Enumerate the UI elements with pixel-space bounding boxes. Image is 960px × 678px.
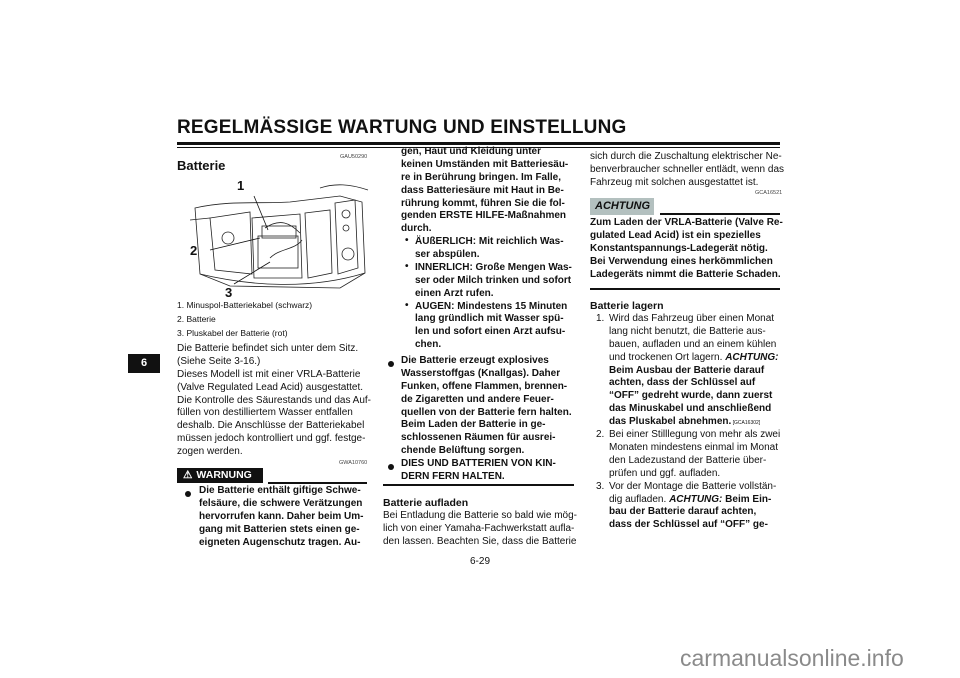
charge-paragraph [383, 510, 577, 549]
text-line: eigneten Augenschutz tragen. Au- [199, 536, 361, 548]
text-segment: ACHTUNG: [725, 351, 779, 363]
warning-label: WARNUNG [196, 469, 252, 481]
text-line: ser abspülen. [415, 248, 480, 260]
title-rule-thick [177, 142, 780, 145]
step-text [609, 313, 779, 429]
text-line: ser oder Milch trinken und sofort [415, 274, 572, 286]
text-segment: und trockenen Ort lagern. [609, 351, 726, 363]
text-line: Beim Laden der Batterie in ge- [401, 419, 546, 431]
warning-rule [268, 482, 367, 484]
first-aid-item [415, 236, 564, 262]
text-line: benverbraucher schneller entlädt, wenn das [590, 163, 785, 175]
text-line [609, 365, 779, 378]
text-segment: Monaten mindestens einmal im Monat [609, 441, 778, 453]
text-segment: Vor der Montage die Batterie vollstän- [609, 480, 777, 492]
notice-code: GCA16521 [755, 190, 783, 196]
text-line: chen. [415, 339, 442, 351]
text-line: Konstantspannungs-Ladegerät nötig. [590, 242, 768, 254]
text-segment: [GCA16302] [731, 420, 761, 427]
warning-triangle-icon: ⚠ [183, 469, 193, 481]
text-segment: dig aufladen. [609, 493, 670, 505]
text-line: len und sofort einen Arzt aufsu- [415, 326, 566, 338]
notice-rule [660, 213, 780, 215]
text-segment: Beim Ein- [722, 493, 772, 505]
text-segment: lang nicht benutzt, die Batterie aus- [609, 325, 766, 337]
storage-heading: Batterie lagern [590, 300, 664, 312]
notice-end-rule [590, 288, 780, 290]
warning-bullet-2 [401, 355, 572, 458]
step-text [609, 481, 776, 533]
text-line [609, 442, 780, 455]
text-line: Bei Verwendung eines herkömmlichen [590, 255, 773, 267]
page-title: REGELMÄSSIGE WARTUNG UND EINSTELLUNG [177, 117, 627, 138]
text-line: gulated Lead Acid) ist ein spezielles [590, 229, 761, 241]
callout-3: 3 [225, 285, 233, 300]
text-line: AUGEN: Mindestens 15 Minuten [415, 300, 568, 312]
warning-badge [177, 468, 263, 483]
text-line: Die Kontrolle des Säurestands und das Auf- [177, 394, 372, 406]
text-line: Die Batterie befindet sich unter dem Sitz. [177, 343, 359, 354]
text-line: Bei Entladung die Batterie so bald wie mög- [383, 510, 578, 521]
text-line [609, 377, 779, 390]
watermark: carmanualsonline.info [680, 645, 904, 671]
warning-continuation [401, 146, 568, 236]
text-segment: den Ladezustand der Batterie über- [609, 454, 767, 466]
text-line: ÄUßERLICH: Mit reichlich Was- [415, 236, 564, 247]
text-line [609, 429, 780, 442]
text-line: rührung kommt, führen Sie die fol- [401, 197, 565, 209]
callout-1: 1 [237, 178, 245, 193]
text-line: lang gründlich mit Wasser spü- [415, 313, 564, 325]
text-line: felsäure, die schwere Verätzungen [199, 497, 363, 509]
text-segment: Bei einer Stilllegung von mehr als zwei [609, 429, 781, 441]
text-line: Zum Laden der VRLA-Batterie (Valve Re- [590, 217, 783, 228]
text-line [609, 468, 780, 481]
text-line: DERN FERN HALTEN. [401, 470, 505, 482]
text-line [609, 339, 779, 352]
section-heading: Batterie [177, 158, 226, 173]
text-line [609, 326, 779, 339]
intro-paragraph [177, 343, 371, 459]
text-line: chende Belüftung sorgen. [401, 445, 525, 457]
text-line: Funken, offene Flammen, brennen- [401, 380, 568, 392]
step-text [609, 429, 780, 481]
text-line: Die Batterie enthält giftige Schwe- [199, 485, 361, 496]
text-line: zogen werden. [177, 446, 243, 458]
text-segment: dass der Schlüssel auf “OFF” ge- [609, 519, 768, 531]
text-line: re in Berührung bringen. Im Falle, [401, 171, 562, 183]
notice-badge: ACHTUNG [590, 198, 654, 215]
text-line: schlossenen Räumen für ausrei- [401, 432, 556, 444]
sub-bullet-icon: • [405, 235, 409, 246]
battery-diagram-illustration [190, 178, 370, 300]
text-line: Dieses Modell ist mit einer VRLA-Batterie [177, 368, 361, 380]
text-line: dass Batteriesäure mit Haut in Be- [401, 184, 564, 196]
text-line: DIES UND BATTERIEN VON KIN- [401, 458, 556, 469]
charge-continuation [590, 151, 784, 190]
text-line: den lassen. Beachten Sie, dass die Batterie [383, 535, 577, 547]
text-segment: prüfen und ggf. aufladen. [609, 467, 721, 479]
page-number: 6-29 [469, 556, 490, 567]
text-line: einen Arzt rufen. [415, 287, 494, 299]
text-line: keinen Umständen mit Batteriesäu- [401, 158, 569, 170]
text-line [609, 481, 776, 494]
text-line [609, 352, 779, 365]
text-line: (Siehe Seite 3-16.) [177, 355, 261, 367]
text-segment: bauen, aufladen und an einem kühlen [609, 338, 777, 350]
text-line: Die Batterie erzeugt explosives [401, 355, 549, 366]
sub-bullet-icon: • [405, 299, 409, 311]
text-line: Ladegeräts nimmt die Batterie Schaden. [590, 268, 781, 280]
text-segment: Wird das Fahrzeug über einen Monat [609, 313, 775, 324]
bullet-icon [388, 361, 394, 367]
bullet-icon [185, 491, 191, 497]
warning-bullet-3 [401, 458, 556, 484]
text-line: deshalb. Die Anschlüsse der Batteriekabel [177, 420, 365, 432]
text-segment: das Pluskabel abnehmen. [609, 416, 732, 428]
text-segment: ACHTUNG: [669, 493, 723, 505]
text-line [609, 519, 776, 532]
text-line: müssen jedoch kontrolliert und ggf. festge- [177, 433, 366, 445]
text-line: gen, Haut und Kleidung unter [401, 146, 541, 157]
text-line: lich von einer Yamaha-Fachwerkstatt aufla- [383, 522, 575, 534]
bullet-icon [388, 464, 394, 470]
text-line [609, 416, 779, 429]
charge-heading: Batterie aufladen [383, 497, 469, 509]
text-segment: das Minuskabel und anschließend [609, 403, 772, 415]
text-line: (Valve Regulated Lead Acid) ausgestattet. [177, 381, 364, 393]
warning-code: GWA10760 [339, 460, 368, 466]
warning-bullet-text [199, 485, 363, 549]
notice-text [590, 217, 783, 281]
section-code: GAU50290 [340, 154, 368, 160]
text-line: quellen von der Batterie fern halten. [401, 406, 572, 418]
text-line: Fahrzeug mit solchen ausgestattet ist. [590, 176, 759, 188]
text-segment: bau der Batterie darauf achten, [609, 506, 757, 518]
text-line: sich durch die Zuschaltung elektrischer Ne- [590, 151, 782, 162]
first-aid-item [415, 262, 572, 301]
step-number: 2. [596, 429, 605, 441]
text-line [609, 506, 776, 519]
text-line: de Zigaretten und andere Feuer- [401, 393, 554, 405]
text-line [609, 403, 779, 416]
text-segment: Beim Ausbau der Batterie darauf [609, 364, 765, 376]
warning-end-rule [383, 484, 574, 486]
text-line [609, 494, 776, 507]
text-line: gang mit Batterien stets einen ge- [199, 523, 360, 535]
text-line: 2. Batterie [177, 314, 216, 324]
callout-2: 2 [190, 243, 198, 258]
figure-captions [177, 298, 312, 340]
text-line [609, 390, 779, 403]
text-line: füllen von destilliertem Wasser entfallen [177, 407, 353, 419]
text-line: 3. Pluskabel der Batterie (rot) [177, 328, 288, 338]
text-segment: achten, dass der Schlüssel auf [609, 377, 756, 389]
text-line: INNERLICH: Große Mengen Was- [415, 261, 572, 273]
step-number: 1. [596, 313, 605, 324]
text-line: 1. Minuspol-Batteriekabel (schwarz) [177, 300, 313, 310]
step-number: 3. [596, 480, 605, 492]
text-line: hervorrufen kann. Daher beim Um- [199, 510, 364, 522]
sub-bullet-icon: • [405, 260, 409, 272]
text-line: genden ERSTE HILFE-Maßnahmen [401, 210, 567, 222]
text-line [609, 313, 779, 326]
chapter-tab: 6 [128, 354, 160, 373]
text-line [609, 455, 780, 468]
text-line: durch. [401, 223, 432, 235]
text-line: Wasserstoffgas (Knallgas). Daher [401, 367, 561, 379]
text-segment: “OFF” gedreht wurde, dann zuerst [609, 390, 773, 402]
first-aid-item [415, 301, 567, 353]
battery-figure [190, 178, 370, 300]
